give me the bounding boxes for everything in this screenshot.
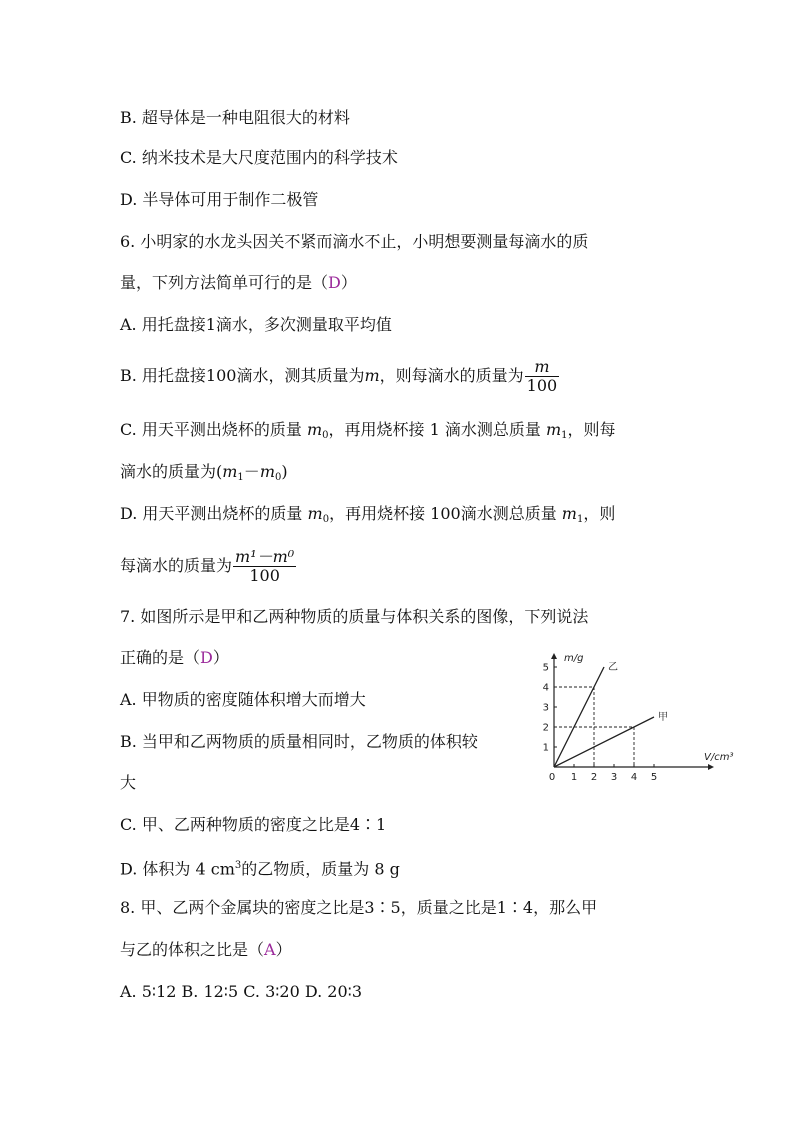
x-tick-label: 3 <box>610 772 618 783</box>
graph-guide-lines <box>554 687 634 767</box>
series-line-1 <box>554 717 654 767</box>
origin-label: 0 <box>548 772 556 783</box>
graph-series <box>554 667 654 767</box>
series-label: 甲 <box>658 712 668 723</box>
y-tick-label: 1 <box>542 742 549 754</box>
q7-stem-line-1: 7. 如图所示是甲和乙两种物质的质量与体积关系的图像，下列说法 <box>120 607 589 626</box>
fraction-mass-difference: $\frac{\text{m¹－m⁰}}{100}$ <box>235 547 295 585</box>
fraction-m-over-100: $\frac{m}{100}$ <box>526 357 558 395</box>
q8-stem-line-1: 8. 甲、乙两个金属块的密度之比是3∶5，质量之比是1∶4，那么甲 <box>120 898 598 917</box>
series-label: 乙 <box>608 662 618 673</box>
option-c-line: C. 纳米技术是大尺度范围内的科学技术 <box>120 148 398 167</box>
q7-option-b-line-2: 大 <box>120 773 137 792</box>
q7-option-a: A. 甲物质的密度随体积增大而增大 <box>120 690 366 709</box>
x-axis-arrow <box>708 764 714 770</box>
x-tick-label: 2 <box>590 772 598 783</box>
q7-option-b-line-1: B. 当甲和乙两物质的质量相同时，乙物质的体积较 <box>120 732 478 751</box>
q8-answer: A <box>264 940 276 959</box>
y-tick-label: 2 <box>542 722 549 734</box>
q6-option-c-line-1: C. 用天平测出烧杯的质量 $m_0$，再用烧杯接 1 滴水测总质量 $m_1$，则每 <box>120 420 616 441</box>
y-tick-label: 5 <box>542 662 549 674</box>
q6-option-d-line-1: D. 用天平测出烧杯的质量 $m_0$，再用烧杯接 100滴水测总质量 $m_1$，则 <box>120 504 616 525</box>
x-tick-label: 4 <box>630 772 638 783</box>
y-axis-arrow <box>551 653 557 659</box>
q7-stem-line-2: 正确的是（D） <box>120 648 229 667</box>
q6-option-a: A. 用托盘接1滴水，多次测量取平均值 <box>120 315 392 334</box>
y-tick-label: 4 <box>542 682 549 694</box>
x-tick-label: 5 <box>650 772 658 783</box>
q6-stem-line-2: 量，下列方法简单可行的是（D） <box>120 273 357 292</box>
q6-option-c-line-2: 滴水的质量为$(m_1-m_0)$ <box>120 462 288 483</box>
graph-labels <box>543 653 734 783</box>
q7-answer: D <box>200 648 213 667</box>
q6-answer: D <box>328 273 341 292</box>
y-tick-label: 3 <box>542 702 549 714</box>
q8-options: A. 5∶12 B. 12∶5 C. 3∶20 D. 20∶3 <box>120 982 362 1001</box>
q8-stem-line-2: 与乙的体积之比是（A） <box>120 940 292 959</box>
q6-stem-line-1: 6. 小明家的水龙头因关不紧而滴水不止，小明想要测量每滴水的质 <box>120 232 589 251</box>
option-d-line: D. 半导体可用于制作二极管 <box>120 190 319 209</box>
graph-axes <box>551 653 714 770</box>
y-axis-label: m/g <box>564 653 584 664</box>
x-tick-label: 1 <box>570 772 578 783</box>
q7-option-d: D. 体积为 4 $cm^3$的乙物质，质量为 8 g <box>120 859 400 879</box>
q6-option-b: B. 用托盘接100滴水，测其质量为m，则每滴水的质量为 $\frac{m}{100}$ <box>120 357 558 395</box>
q7-option-c: C. 甲、乙两种物质的密度之比是4∶1 <box>120 815 387 834</box>
series-line-0 <box>554 667 604 767</box>
option-b-line: B. 超导体是一种电阻很大的材料 <box>120 108 350 127</box>
q6-option-d-line-2: 每滴水的质量为 $\frac{\text{m¹－m⁰}}{100}$ <box>120 547 295 585</box>
x-axis-label: V/cm³ <box>704 752 734 763</box>
mass-volume-graph <box>540 645 740 785</box>
